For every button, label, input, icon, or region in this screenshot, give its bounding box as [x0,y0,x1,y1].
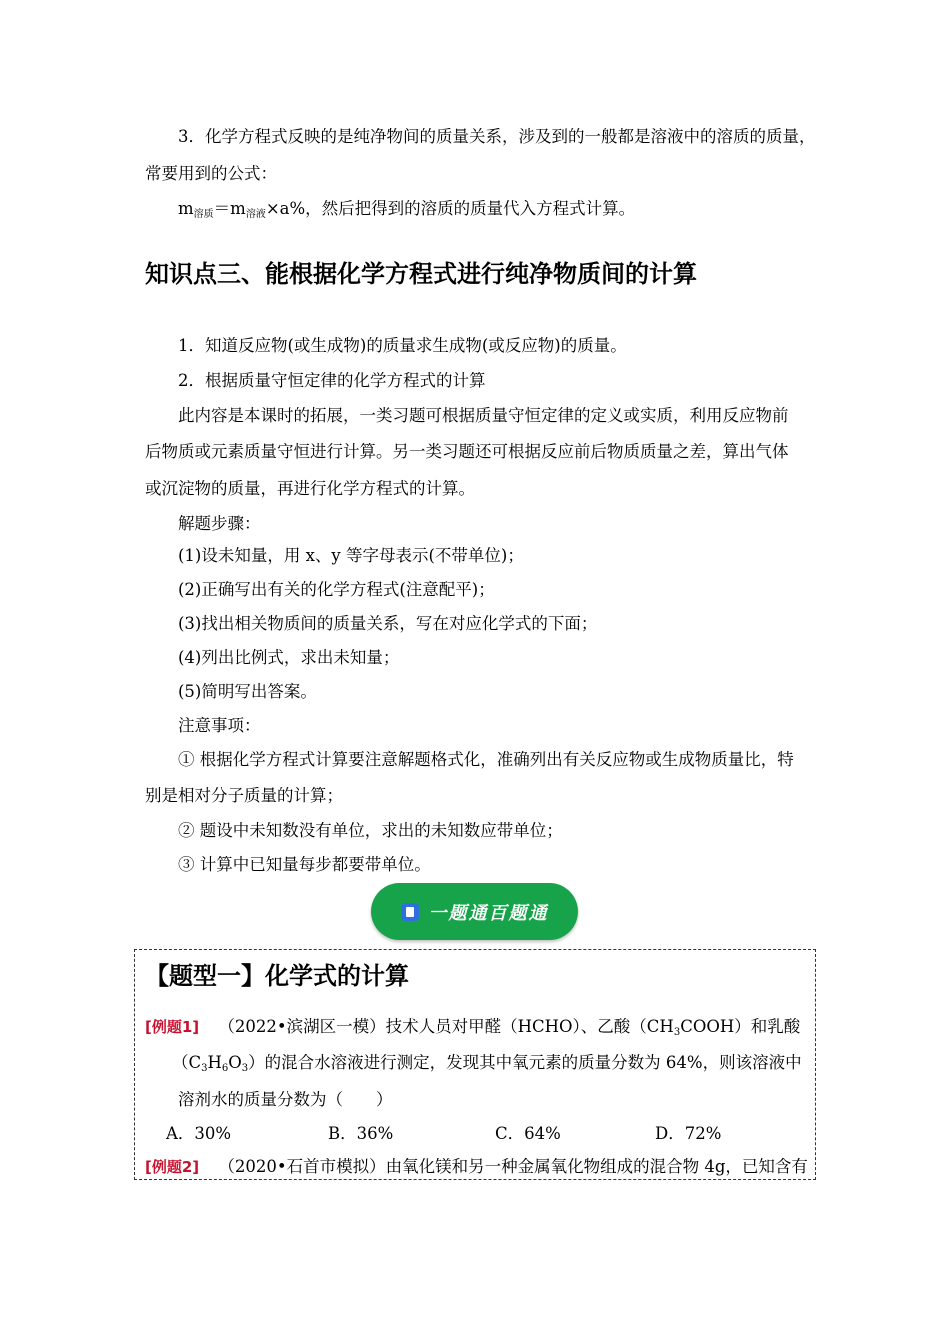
banner-label: 一题通百题通 [428,902,549,924]
example-2-line-1 [145,1157,808,1177]
book-icon [401,903,419,921]
note-1-line-1: ① 根据化学方程式计算要注意解题格式化，准确列出有关反应物或生成物质量比，特 [178,750,794,769]
paragraph-line-3: 或沉淀物的质量，再进行化学方程式的计算。 [145,479,475,498]
option-d: D．72% [655,1124,722,1143]
example-1-sub-3c: 3 [241,1063,249,1074]
example-1-sub-6: 6 [221,1063,229,1074]
paragraph-3-line-1: 3．化学方程式反映的是纯净物间的质量关系，涉及到的一般都是溶液中的溶质的质量， [178,127,816,146]
paragraph-line-1: 此内容是本课时的拓展，一类习题可根据质量守恒定律的定义或实质，利用反应物前 [178,406,789,425]
note-3: ③ 计算中已知量每步都要带单位。 [178,855,431,874]
step-2: (2)正确写出有关的化学方程式(注意配平)； [178,580,495,599]
example-1-line-2 [172,1053,802,1076]
example-1-text-c: （C [172,1053,202,1072]
formula-equals: ＝m [213,199,246,218]
example-1-text-a: （2022•滨湖区一模）技术人员对甲醛（HCHO）、乙酸（CH [218,1017,674,1036]
example-1-line-1 [145,1017,800,1040]
example-2-tag: [例题2] [145,1158,200,1176]
one-problem-banner [371,883,578,940]
note-1-line-2: 别是相对分子质量的计算； [145,786,343,805]
option-c: C．64% [495,1124,561,1143]
step-4: (4)列出比例式，求出未知量； [178,648,400,667]
paragraph-line-2: 后物质或元素质量守恒进行计算。另一类习题还可根据反应前后物质质量之差，算出气体 [145,442,789,461]
formula-subscript-solution: 溶液 [245,209,266,220]
option-b: B．36% [328,1124,394,1143]
formula-rest: ×a%，然后把得到的溶质的质量代入方程式计算。 [265,199,636,218]
formula-subscript-solute: 溶质 [193,209,214,220]
example-1-text-e: O [228,1053,242,1072]
option-a: A．30% [166,1124,232,1143]
item-1: 1．知道反应物(或生成物)的质量求生成物(或反应物)的质量。 [178,336,627,355]
example-1-sub-3b: 3 [201,1063,208,1074]
example-1-text-f: ）的混合水溶液进行测定，发现其中氧元素的质量分数为 64%，则该溶液中 [248,1053,802,1072]
example-2-text: （2020•石首市模拟）由氧化镁和另一种金属氧化物组成的混合物 4g，已知含有 [218,1157,808,1176]
type-1-title: 【题型一】化学式的计算 [145,962,409,990]
example-1-text-d: H [207,1053,222,1072]
notes-title: 注意事项： [178,716,261,735]
step-3: (3)找出相关物质间的质量关系，写在对应化学式的下面； [178,614,598,633]
example-1-text-b: COOH）和乳酸 [680,1017,801,1036]
item-2: 2．根据质量守恒定律的化学方程式的计算 [178,371,486,390]
step-1: (1)设未知量，用 x、y 等字母表示(不带单位)； [178,546,524,565]
paragraph-3-line-2: 常要用到的公式： [145,164,277,183]
section-heading: 知识点三、能根据化学方程式进行纯净物质间的计算 [145,260,697,288]
formula-line [178,199,635,222]
example-1-tag: [例题1] [145,1018,200,1036]
example-1-sub-3a: 3 [673,1027,681,1038]
example-1-line-3: 溶剂水的质量分数为（ ） [178,1090,393,1109]
steps-title: 解题步骤： [178,514,261,533]
note-2: ② 题设中未知数没有单位，求出的未知数应带单位； [178,821,563,840]
step-5: (5)简明写出答案。 [178,682,317,701]
formula-m: m [178,199,194,218]
